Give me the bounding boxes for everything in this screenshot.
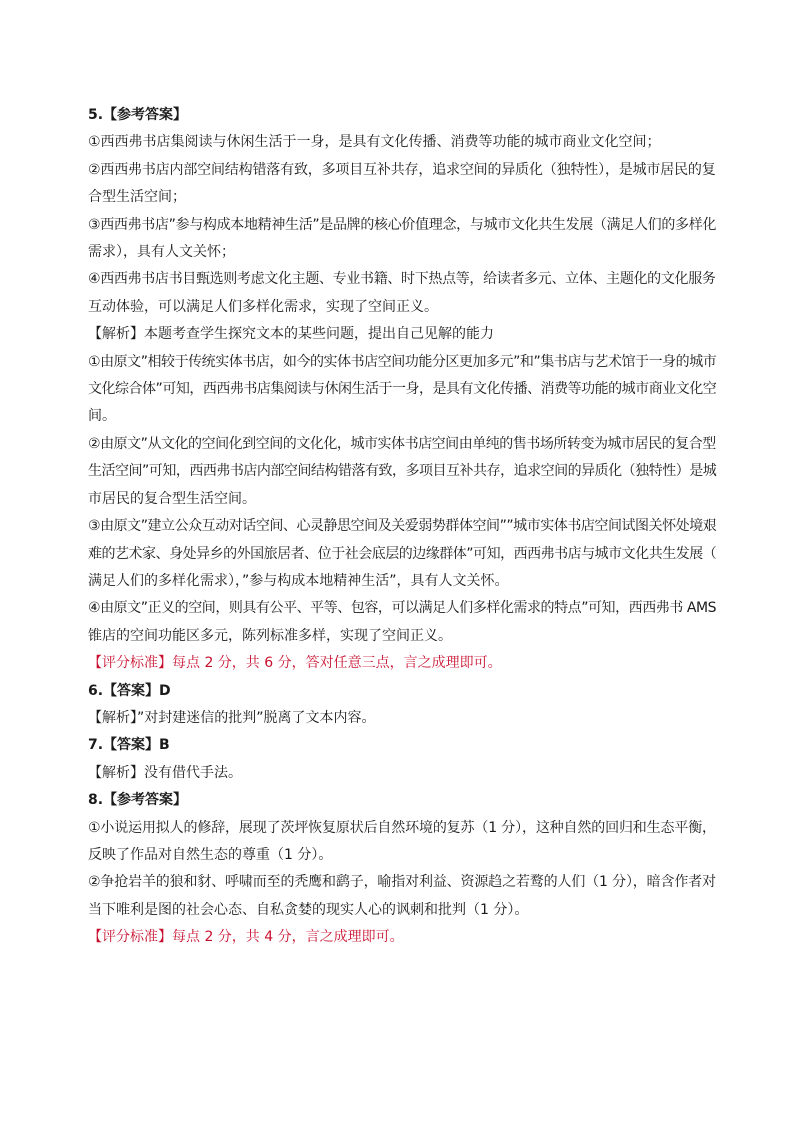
q5-analysis-1-cont: 文化综合体”可知，西西弗书店集阅读与休闲生活于一身，是具有文化传播、消费等功能的城市商业文化空 — [88, 381, 717, 398]
q8-heading: 8.【参考答案】 — [88, 792, 188, 809]
q7-answer: 7.【答案】B — [88, 737, 170, 754]
q5-answer-point-2-cont: 合型生活空间； — [88, 189, 186, 206]
q5-answer-point-4: ④西西弗书店书目甄选则考虑文化主题、专业书籍、时下热点等，给读者多元、立体、主题化的文化服务 — [88, 271, 716, 288]
q5-answer-point-3: ③西西弗书店”参与构成本地精神生活”是品牌的核心价值理念，与城市文化共生发展（满足人们的多样化 — [88, 216, 717, 233]
q5-analysis-1-end: 间。 — [88, 408, 116, 425]
q5-heading: 5.【参考答案】 — [88, 107, 188, 123]
q5-analysis-2-cont: 生活空间”可知，西西弗书店内部空间结构错落有致，多项目互补共存，追求空间的异质化（独特性）是城 — [88, 463, 717, 480]
q5-analysis-3-end: 满足人们的多样化需求），”参与构成本地精神生活”，具有人文关怀。 — [88, 572, 509, 589]
q8-answer-point-2: ②争抢岩羊的狼和豺、呼啸而至的秃鹰和鹞子，喻指对利益、资源趋之若鹜的人们（1 分），暗含作者对 — [88, 874, 716, 891]
q5-analysis-3-cont: 难的艺术家、身处异乡的外国旅居者、位于社会底层的边缘群体”可知，西西弗书店与城市文化共生发展（ — [88, 545, 717, 562]
q5-analysis-2: ②由原文”从文化的空间化到空间的文化化，城市实体书店空间由单纯的售书场所转变为城市居民的复合型 — [88, 435, 716, 452]
q5-answer-point-4-cont: 互动体验，可以满足人们多样化需求，实现了空间正义。 — [88, 298, 438, 315]
q8-answer-point-1: ①小说运用拟人的修辞，展现了茨坪恢复原状后自然环境的复苏（1 分），这种自然的回归和生态平衡， — [88, 819, 716, 836]
q5-scoring-criteria: 【评分标准】每点 2 分，共 6 分，答对任意三点，言之成理即可。 — [88, 655, 502, 672]
q6-answer: 6.【答案】D — [88, 682, 171, 699]
q5-answer-point-3-cont: 需求），具有人文关怀； — [88, 244, 235, 261]
q5-answer-point-1: ①西西弗书店集阅读与休闲生活于一身，是具有文化传播、消费等功能的城市商业文化空间； — [88, 134, 661, 151]
q5-analysis-2-end: 市居民的复合型生活空间。 — [88, 490, 256, 507]
q8-answer-point-2-cont: 当下唯利是图的社会心态、自私贪婪的现实人心的讽刺和批判（1 分）。 — [88, 901, 529, 918]
q5-answer-point-2: ②西西弗书店内部空间结构错落有致，多项目互补共存，追求空间的异质化（独特性），是城市居民的复 — [88, 161, 716, 178]
answer-document — [88, 102, 716, 952]
q5-analysis-1: ①由原文”相较于传统实体书店，如今的实体书店空间功能分区更加多元”和”集书店与艺术馆于一身的城市 — [88, 353, 717, 370]
q8-answer-point-1-cont: 反映了作品对自然生态的尊重（1 分）。 — [88, 846, 333, 863]
q8-scoring-criteria: 【评分标准】每点 2 分，共 4 分，言之成理即可。 — [88, 929, 404, 946]
q7-analysis: 【解析】没有借代手法。 — [88, 764, 242, 781]
q5-analysis-3: ③由原文”建立公众互动对话空间、心灵静思空间及关爱弱势群体空间””城市实体书店空间试图关怀处境艰 — [88, 518, 717, 535]
q5-analysis-4: ④由原文”正义的空间，则具有公平、平等、包容，可以满足人们多样化需求的特点”可知，西西弗书 AMS — [88, 600, 717, 617]
q5-analysis-intro: 【解析】本题考查学生探究文本的某些问题，提出自己见解的能力 — [88, 326, 494, 343]
q5-analysis-4-cont: 锥店的空间功能区多元，陈列标准多样，实现了空间正义。 — [88, 627, 452, 644]
q6-analysis: 【解析】”对封建迷信的批判”脱离了文本内容。 — [88, 709, 376, 726]
